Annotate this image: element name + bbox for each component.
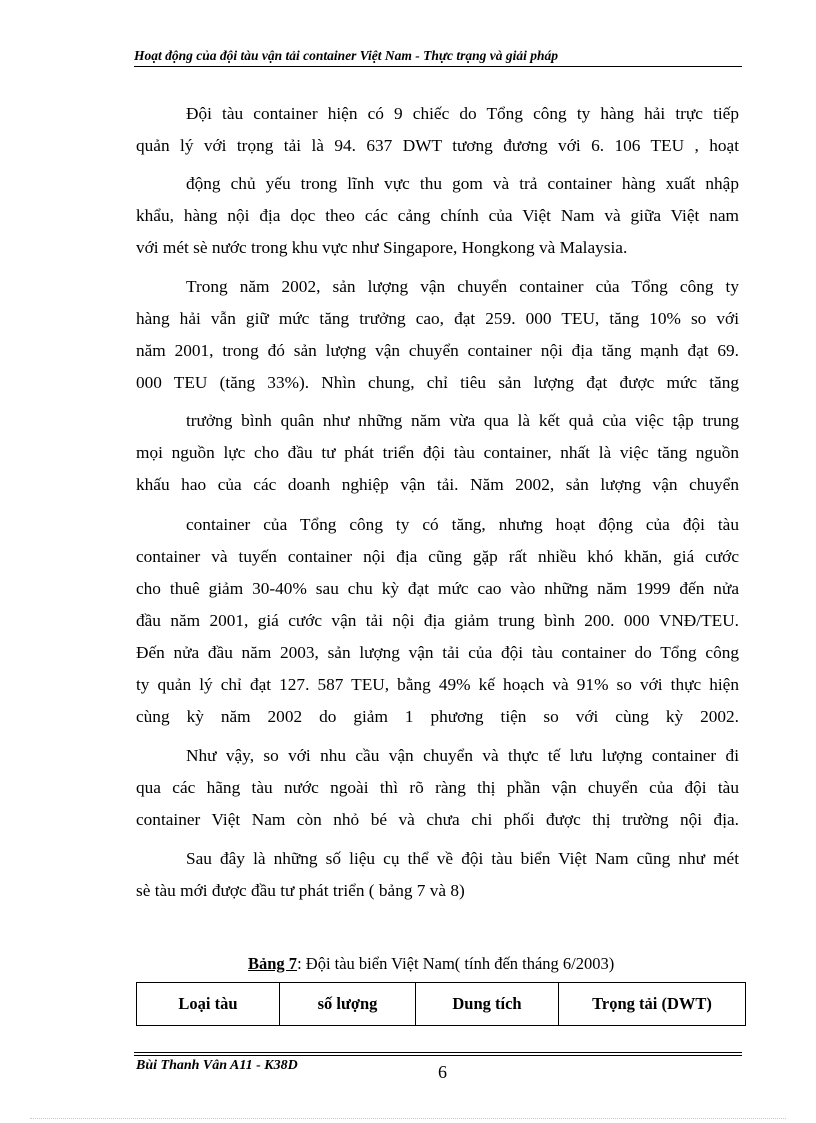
- fleet-table: [136, 982, 746, 1026]
- body-line-8: năm 2001, trong đó sản lượng vận chuyển container nội địa tăng mạnh đạt 69.: [136, 341, 739, 360]
- table-header-cell: số lượng: [280, 983, 416, 1026]
- body-line-7: hàng hải vẫn giữ mức tăng trưởng cao, đạt 259. 000 TEU, tăng 10% so với: [136, 309, 739, 328]
- body-line-21: qua các hãng tàu nước ngoài thì rõ ràng thị phần vận chuyển của đội tàu: [136, 778, 739, 797]
- body-line-5: với mét sè nước trong khu vực như Singapore, Hongkong và Malaysia.: [136, 238, 628, 257]
- body-line-14: container và tuyến container nội địa cũng gặp rất nhiều khó khăn, giá cước: [136, 547, 739, 566]
- body-line-13: container của Tổng công ty có tăng, nhưng hoạt động của đội tàu: [186, 515, 739, 534]
- table-caption-label: Bảng 7: [248, 954, 298, 973]
- body-line-19: cùng kỳ năm 2002 do giảm 1 phương tiện so với cùng kỳ 2002.: [136, 707, 739, 726]
- body-line-1: Đội tàu container hiện có 9 chiếc do Tổng công ty hàng hải trực tiếp: [186, 104, 739, 123]
- body-line-18: ty quản lý chỉ đạt 127. 587 TEU, bằng 49% kế hoạch và 91% so với thực hiện: [136, 675, 739, 694]
- footer-rule: [134, 1052, 742, 1053]
- body-line-4: khẩu, hàng nội địa dọc theo các cảng chính của Việt Nam và giữa Việt nam: [136, 206, 739, 225]
- table-caption: [248, 954, 614, 974]
- table-header-row: [137, 983, 746, 1026]
- body-line-24: sè tàu mới được đầu tư phát triển ( bảng 7 và 8): [136, 881, 465, 900]
- table-header-cell: Loại tàu: [137, 983, 280, 1026]
- body-line-16: đầu năm 2001, giá cước vận tải nội địa giảm trung bình 200. 000 VNĐ/TEU.: [136, 611, 739, 630]
- body-line-2: quản lý với trọng tải là 94. 637 DWT tương đương với 6. 106 TEU , hoạt: [136, 136, 739, 155]
- table-header-cell: Trọng tải (DWT): [559, 983, 746, 1026]
- body-line-15: cho thuê giảm 30-40% sau chu kỳ đạt mức cao vào những năm 1999 đến nửa: [136, 579, 739, 598]
- body-line-20: Như vậy, so với nhu cầu vận chuyển và thực tế lưu lượng container đi: [186, 746, 739, 765]
- page-number: 6: [438, 1062, 447, 1082]
- running-header-title: Hoạt động của đội tàu vận tải container Việt Nam - Thực trạng và giải pháp: [134, 48, 558, 63]
- body-line-3: động chủ yếu trong lĩnh vực thu gom và trả container hàng xuất nhập: [186, 174, 739, 193]
- body-line-22: container Việt Nam còn nhỏ bé và chưa chi phối được thị trường nội địa.: [136, 810, 739, 829]
- body-line-23: Sau đây là những số liệu cụ thể về đội tàu biển Việt Nam cũng như mét: [186, 849, 739, 868]
- body-line-6: Trong năm 2002, sản lượng vận chuyển container của Tổng công ty: [186, 277, 739, 296]
- footer-rule: [134, 1055, 742, 1056]
- body-line-9: 000 TEU (tăng 33%). Nhìn chung, chỉ tiêu sản lượng đạt được mức tăng: [136, 373, 739, 392]
- footer-author: Bùi Thanh Vân A11 - K38D: [136, 1058, 298, 1073]
- header-rule: [134, 66, 742, 67]
- page-bottom-dotted-border: [30, 1118, 786, 1119]
- body-line-10: trưởng bình quân như những năm vừa qua là kết quả của việc tập trung: [186, 411, 739, 430]
- body-line-11: mọi nguồn lực cho đầu tư phát triển đội tàu container, nhất là việc tăng nguồn: [136, 443, 739, 462]
- table-header-cell: Dung tích: [416, 983, 559, 1026]
- body-line-17: Đến nửa đầu năm 2003, sản lượng vận tải của đội tàu container do Tổng công: [136, 643, 739, 662]
- body-line-12: khấu hao của các doanh nghiệp vận tải. Năm 2002, sản lượng vận chuyển: [136, 475, 739, 494]
- table-caption-text: : Đội tàu biển Việt Nam( tính đến tháng 6/2003): [297, 954, 615, 973]
